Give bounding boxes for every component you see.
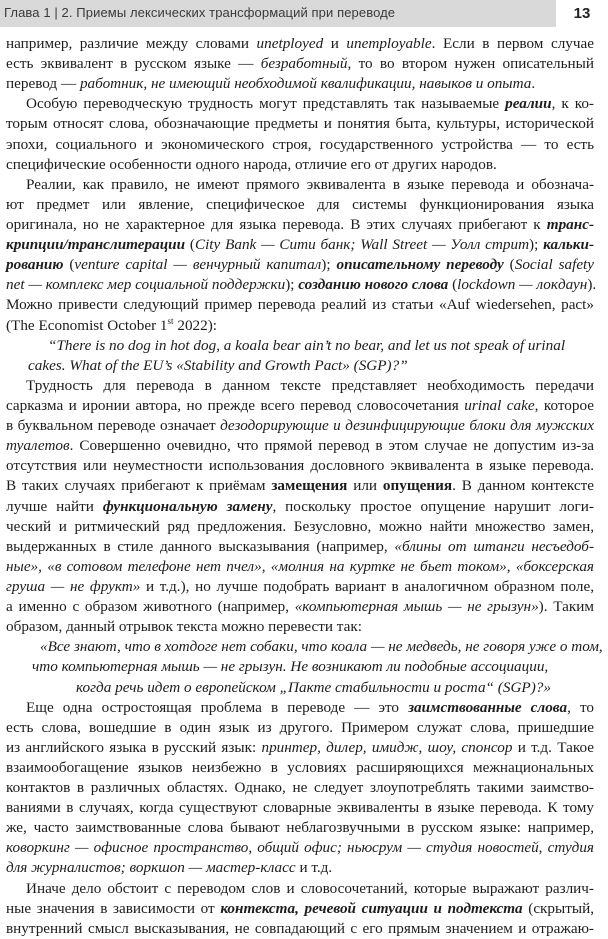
text-line [6, 637, 603, 657]
page-body [6, 34, 603, 939]
text-span: ные значения в зависимости от [6, 899, 221, 917]
text-line [6, 356, 594, 376]
text-span: . [531, 75, 536, 93]
text-span: отсутствия или неуместности использования дословного эквивалента в языке перевода. [6, 457, 594, 475]
text-span: а именно с образом животного (например, [6, 598, 295, 616]
text-line [6, 919, 594, 939]
text-span: Особую переводческую трудность могут представлять так называемые [26, 95, 506, 113]
emphasis-span: для журналистов; воркшоп — мастер-класс [6, 859, 296, 877]
text-line [6, 436, 594, 456]
page-number: 13 [556, 0, 608, 27]
emphasis-span: ные», «в сотовом телефоне нет пчел», «молния на куртке не бьет током», «боксерская [6, 557, 594, 575]
text-line [6, 135, 594, 155]
text-line [6, 617, 594, 637]
text-span: взаимообогащение языков неизбежно в условиях расширяющихся межнациональных [6, 758, 594, 776]
text-span: образом, данный отрывок текста можно перевести так: [6, 618, 362, 636]
emphasis-span: опущения [382, 477, 453, 495]
text-span: ); [285, 276, 299, 294]
text-line [6, 316, 594, 336]
emphasis-span: функциональную замену [102, 497, 273, 515]
text-line [6, 758, 594, 778]
emphasis-span: st [167, 315, 174, 326]
text-span: . Если в первом случае [431, 35, 594, 52]
text-span: Трудность для перевода в данном тексте представляет необходимость передачи [26, 376, 594, 394]
text-line [6, 738, 594, 758]
text-span: из английского языка в русский язык: [6, 738, 262, 756]
text-span: специфические особенности одного народа, отличие его от других народов. [6, 155, 497, 173]
text-span: ); [529, 236, 544, 254]
emphasis-span: «компьютерная мышь — не грызун» [294, 598, 539, 616]
text-span: Реалии, как правило, не имеют прямого эквивалента в языке перевода и обознача- [26, 175, 594, 193]
text-span: Еще одна остростоящая проблема в переводе — это [26, 698, 409, 716]
text-span: внутренний смысл высказывания, не совпадающий с его прямым значением и отражаю- [6, 919, 594, 937]
text-span: ческий и ритмический ряд предложения. Безусловно, можно найти множество замен, [6, 517, 594, 535]
text-span: (The Economist October 1 [6, 316, 168, 334]
emphasis-span: кальки- [543, 236, 595, 254]
emphasis-span: “There is no dog in hot dog, a koala bear ain’t no bear, and let us not speak of urinal [48, 336, 566, 354]
emphasis-span: net — комплекс мер социальной поддержки [6, 276, 286, 294]
text-line [6, 275, 597, 295]
text-line [6, 235, 594, 255]
text-span: 2022): [173, 316, 217, 334]
text-line [6, 155, 594, 175]
text-line [6, 657, 594, 677]
emphasis-span: что компьютерная мышь — не грызун. Не возникают ли подобные ассоциации, [32, 658, 549, 676]
text-line [6, 295, 594, 315]
text-span: ( [448, 276, 458, 294]
text-line [6, 577, 594, 597]
emphasis-span: unetployed [256, 35, 324, 52]
text-line [6, 195, 594, 215]
text-span: и т.д. [295, 859, 333, 877]
text-span: , к ко- [551, 95, 594, 113]
emphasis-span: замещения [271, 477, 348, 495]
emphasis-span: дезодорирующие и дезинфицирующие блоки для мужских [220, 417, 594, 435]
running-header [0, 0, 608, 27]
text-line [6, 597, 594, 617]
text-span: есть эквивалент в русском языке — [6, 55, 261, 73]
emphasis-span: контекста, речевой ситуации и подтекста [220, 899, 523, 917]
text-line [6, 376, 594, 396]
text-line [6, 416, 594, 436]
emphasis-span: описательному переводу [336, 256, 504, 274]
text-line [6, 94, 594, 114]
text-span: , то [567, 698, 594, 716]
emphasis-span: Social safety [514, 256, 595, 274]
text-line [6, 818, 594, 838]
emphasis-span: туалетов [6, 437, 70, 455]
text-span: сарказма и иронии автора, но прежде всего перевод словосочетания [6, 396, 465, 414]
text-line [6, 456, 594, 476]
text-span: контактов в различных областях. Однако, не следует злоупотреблять такими заимство- [6, 779, 594, 797]
text-line [6, 34, 594, 54]
emphasis-span: транс- [546, 215, 594, 233]
text-span: ( [503, 256, 515, 274]
text-span: , поскольку простое опущение нарушит логи- [272, 497, 594, 515]
text-span: ( [185, 236, 195, 254]
emphasis-span: «Все знают, что в хотдоге нет собаки, что коала — не медведь, не говоря уже о том, [40, 638, 603, 656]
text-span: есть слова, вошедшие в один язык из другого. Примером служат слова, пришедшие [6, 718, 594, 736]
text-span: и [323, 35, 347, 52]
text-line [6, 537, 594, 557]
text-line [6, 255, 594, 275]
emphasis-span: City Bank — Сити банк; Wall Street — Уолл стрит [194, 236, 530, 254]
text-span: же, часто заимствованные слова бывают неблагозвучными в русском языке: например, [6, 819, 594, 837]
text-line [6, 778, 594, 798]
text-span: ). [587, 276, 597, 294]
text-span: в буквальном переводе означает [6, 417, 221, 435]
text-span: оригинала, но не характерное для языка перевода. В этих случаях прибегают к [6, 215, 547, 233]
text-line [6, 899, 594, 919]
emphasis-span: «блины от штанги несъедоб- [394, 537, 594, 555]
emphasis-span: urinal cake [464, 396, 535, 414]
emphasis-span: крипции/транслитерации [6, 236, 186, 254]
text-span: выдержанных в стиле данного высказывания (например, [6, 537, 395, 555]
emphasis-span: unemployable [346, 35, 432, 52]
text-line [6, 114, 594, 134]
text-line [6, 74, 594, 94]
emphasis-span: груша — не фрукт» [6, 577, 141, 595]
emphasis-span: работник, не имеющий необходимой квалификации, навыков и опыта [79, 75, 532, 93]
emphasis-span: коворкинг — офисное пространство, общий офис; ньюсрум — студия новостей, студия [6, 839, 594, 857]
text-span: или [347, 477, 383, 495]
text-line [6, 678, 594, 698]
text-span: перевод — [6, 75, 80, 93]
text-span: например, различие между словами [6, 35, 257, 52]
text-line [6, 396, 594, 416]
emphasis-span: рованию [6, 256, 64, 274]
text-span: и т.д.), но лучше подобрать вариант в аналогичном образном поле, [140, 577, 594, 595]
text-line [6, 557, 594, 577]
text-line [6, 517, 594, 537]
text-line [6, 54, 594, 74]
text-line [6, 336, 594, 356]
text-span: . В данном контексте [452, 477, 594, 495]
text-span: ваниями в случаях, когда существуют словарные эквиваленты в языке перевода. К тому [6, 799, 594, 817]
running-head-title: Глава 1 | 2. Приемы лексических трансформаций при переводе [4, 5, 396, 20]
text-span: В таких случаях прибегают к приёмам [6, 477, 272, 495]
text-span: ют предмет или явление, специфическое для системы функционирования языка [6, 195, 594, 213]
text-span: , то во втором нужен описательный [347, 55, 594, 73]
emphasis-span: когда речь идет о европейском „Пакте стабильности и роста“ (SGP)?» [76, 678, 551, 696]
text-span: лучше найти [6, 497, 103, 515]
text-span: ); [321, 256, 337, 274]
emphasis-span: принтер, дилер, имидж, шоу, спонсор [261, 738, 513, 756]
emphasis-span: заимствованные слова [408, 698, 568, 716]
text-line [6, 718, 594, 738]
text-line [6, 798, 594, 818]
text-span: . Совершенно очевидно, что прямой перевод в этом случае не допустим из-за [69, 437, 594, 455]
text-line [6, 858, 594, 878]
text-line [6, 838, 594, 858]
emphasis-span: безработный [260, 55, 348, 73]
text-span: торым относят слова, обозначающие предметы и понятия быта, культуры, исторической [6, 115, 594, 133]
text-span: (скрытый, [522, 899, 594, 917]
text-span: Иначе дело обстоит с переводом слов и словосочетаний, которые выражают различ- [26, 879, 594, 897]
emphasis-span: venture capital — венчурный капитал [74, 256, 322, 274]
emphasis-span: созданию нового слова [298, 276, 449, 294]
text-span: эпохи, социального и экономического строя, государственного устройства — то есть [6, 135, 594, 153]
text-span: ( [63, 256, 75, 274]
text-span: и т.д. Такое [512, 738, 594, 756]
text-line [6, 698, 594, 718]
emphasis-span: реалии [505, 95, 552, 113]
text-line [6, 175, 594, 195]
text-line [6, 497, 594, 517]
text-span: , которое [534, 396, 594, 414]
text-span: Можно привести следующий пример перевода реалий из статьи «Auf wiedersehen, pact» [6, 296, 594, 314]
text-span: ). Таким [538, 598, 594, 616]
emphasis-span: lockdown — локдаун [457, 276, 588, 294]
text-line [6, 476, 594, 496]
emphasis-span: cakes. What of the EU’s «Stability and Growth Pact» (SGP)?” [28, 356, 408, 374]
text-line [6, 879, 594, 899]
text-line [6, 215, 594, 235]
